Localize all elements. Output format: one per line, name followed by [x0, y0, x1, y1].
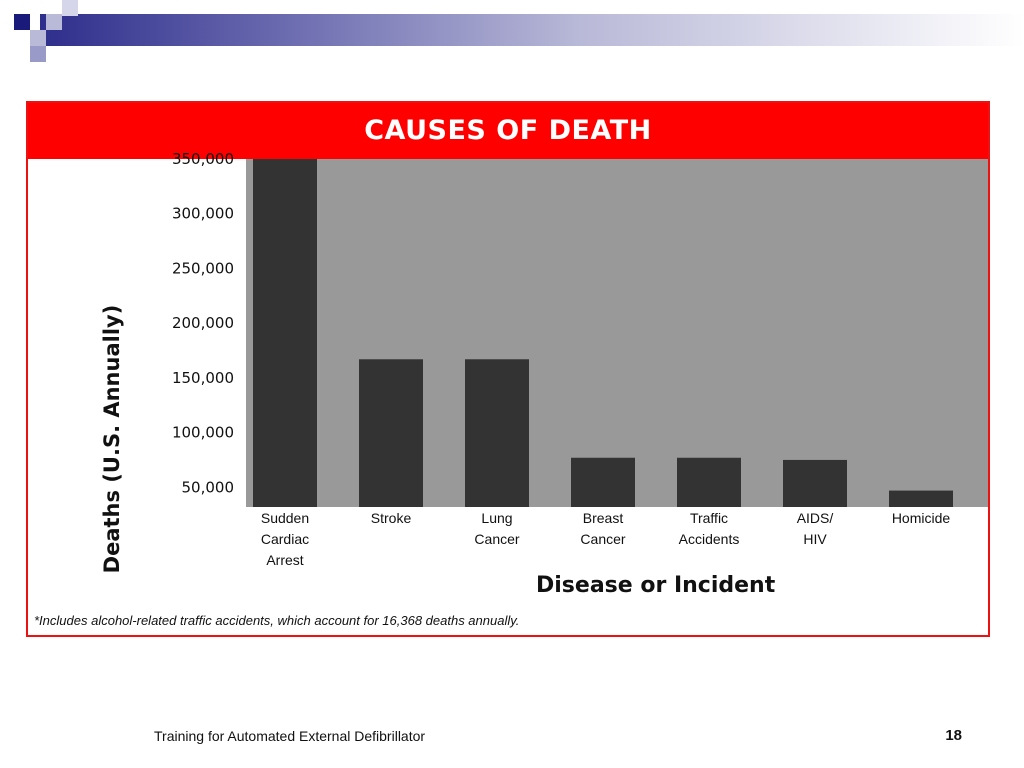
bar: [889, 491, 953, 507]
y-tick-label: 200,000: [171, 314, 234, 333]
bar: [677, 458, 741, 507]
bar: [465, 359, 529, 507]
decor-square: [46, 14, 62, 30]
bar: [253, 159, 317, 507]
decor-square: [62, 0, 78, 16]
decor-square: [14, 14, 30, 30]
bar: [783, 460, 847, 507]
x-tick-label: Breast Cancer: [580, 510, 626, 547]
decor-square: [30, 30, 46, 46]
footer-text: Training for Automated External Defibrillator: [154, 728, 426, 744]
y-tick-label: 350,000: [171, 150, 234, 168]
y-tick-label: 50,000: [181, 478, 234, 497]
x-axis-label: Disease or Incident: [536, 573, 776, 598]
plot-area: [246, 159, 988, 507]
y-axis-label: Deaths (U.S. Annually): [100, 304, 124, 574]
y-tick-label: 300,000: [171, 204, 234, 223]
y-tick-label: 100,000: [171, 423, 234, 442]
x-tick-label: Lung Cancer: [474, 510, 520, 547]
chart-frame: [26, 101, 990, 637]
x-tick-label: Stroke: [370, 510, 412, 526]
chart-title: CAUSES OF DEATH: [364, 115, 652, 146]
y-tick-label: 150,000: [171, 368, 234, 387]
bar: [359, 359, 423, 507]
y-tick-label: 250,000: [171, 259, 234, 278]
bar-chart: [28, 103, 988, 635]
x-tick-label: Homicide: [891, 510, 951, 526]
header-gradient-bar: [40, 14, 1024, 46]
page-number: 18: [945, 727, 962, 744]
x-tick-label: Sudden Cardiac Arrest: [260, 510, 310, 568]
x-tick-label: AIDS/ HIV: [796, 510, 834, 547]
footnote: *Includes alcohol-related traffic accidents, which account for 16,368 deaths annually.: [34, 613, 520, 628]
x-tick-label: Traffic Accidents: [678, 510, 740, 547]
decor-square: [30, 46, 46, 62]
bar: [571, 458, 635, 507]
slide-decoration: [0, 0, 1024, 62]
